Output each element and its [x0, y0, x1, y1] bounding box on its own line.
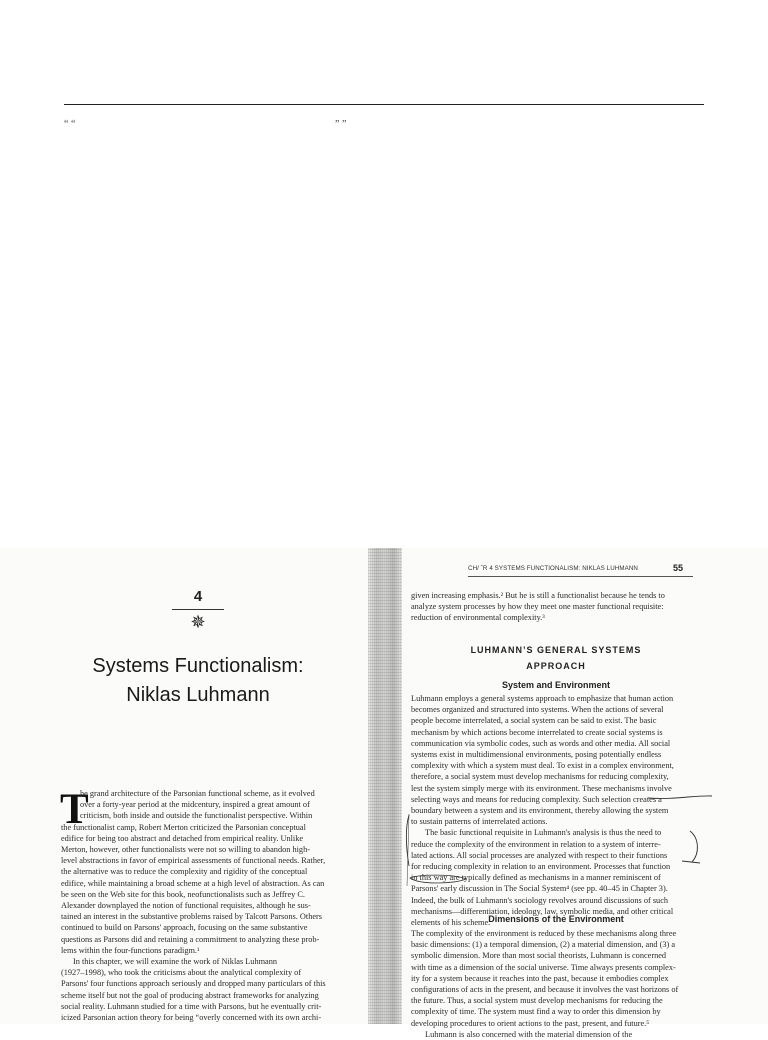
- body-line: complexity with which a system must deal. To exist in a complex environment,: [411, 761, 674, 771]
- body-line: becomes organized and structured into systems. When the actions of several: [411, 705, 664, 715]
- body-line: selecting ways and means for reducing complexity. Such selection creates a: [411, 794, 662, 804]
- body-line: In this chapter, we will examine the work of Niklas Luhmann: [73, 957, 278, 967]
- body-line: lated actions. All social processes are analyzed with respect to their functions: [411, 850, 668, 860]
- body-line: reduce the complexity of the environment in relation to a system of interre-: [411, 839, 661, 849]
- subsection-heading-dimensions: Dimensions of the Environment: [488, 914, 624, 924]
- body-line: be seen on the Web site for this book, neofunctionalists such as Jeffrey C.: [61, 889, 305, 899]
- body-line: for reducing complexity in relation to an environment. Processes that function: [411, 862, 671, 872]
- body-line: communication via symbolic codes, such as words and other media. All social: [411, 738, 671, 748]
- running-head: CH/ ˇR 4 SYSTEMS FUNCTIONALISM: NIKLAS LUHMANN: [468, 565, 638, 572]
- body-line: Luhmann employs a general systems approach to emphasize that human action: [411, 694, 674, 703]
- body-line: therefore, a social system must develop mechanisms for reducing complexity,: [411, 772, 669, 782]
- body-line: systems exist in multidimensional environments, posing potentially endless: [411, 750, 662, 760]
- body-line: basic dimensions: (1) a temporal dimension, (2) a material dimension, and (3) a: [411, 940, 676, 950]
- drop-cap: T: [60, 786, 89, 833]
- body-line: reduction of environmental complexity.³: [411, 613, 545, 623]
- body-line: boundary between a system and its environment, thereby allowing the system: [411, 806, 669, 816]
- body-line: developing procedures to orient actions to the past, present, and future.⁵: [411, 1018, 650, 1028]
- intro-paragraph: [411, 590, 701, 624]
- body-line: Alexander downplayed the notion of functional requisites, although he sus-: [61, 901, 311, 911]
- body-line: complexity of time. The system must find a way to order this dimension by: [411, 1007, 661, 1017]
- body-line: continued to build on Parsons' approach, focusing on the same substantive: [61, 923, 308, 933]
- left-quote-marks: “ “: [64, 119, 76, 130]
- body-line: questions as Parsons did and retaining a commitment to analyzing these prob-: [61, 934, 320, 944]
- chapter-title-line-1: Systems Functionalism:: [92, 655, 304, 677]
- pen-bracket-mark: [406, 815, 409, 866]
- body-line: over a forty-year period at the midcentury, inspired a great amount of: [80, 800, 310, 810]
- body-line: the future. Thus, a social system must develop mechanisms for reducing the: [411, 996, 663, 1006]
- pen-tick-mark: [407, 814, 409, 886]
- body-line: The basic functional requisite in Luhmann's analysis is thus the need to: [425, 828, 662, 838]
- body-line: to sustain patterns of interrelated actions.: [411, 817, 548, 827]
- page-number: 55: [673, 563, 684, 573]
- subsection-heading-system-environment: System and Environment: [501, 680, 611, 690]
- body-line: criticism, both inside and outside the functionalist perspective. Within: [80, 811, 313, 821]
- chapter-title-line-2: Niklas Luhmann: [126, 684, 270, 706]
- body-line: (1927–1998), who took the criticisms about the analytical complexity of: [61, 968, 302, 978]
- chapter-title: [70, 652, 326, 710]
- body-line: Parsons' four functions approach seriously and dropped many particulars of this: [61, 979, 326, 989]
- right-quote-marks: ” ”: [335, 119, 347, 130]
- body-line: The complexity of the environment is reduced by these mechanisms along three: [411, 929, 677, 938]
- body-line: mechanism by which actions become interrelated to create social systems is: [411, 727, 663, 737]
- body-line: social reality. Luhmann studied for a time with Parsons, but he eventually crit-: [61, 1001, 322, 1011]
- body-line: analyze system processes by how they meet one master functional requisite:: [411, 602, 664, 612]
- body-line: with time as a dimension of the social universe. Time always presents complex-: [411, 962, 676, 972]
- body-line: given increasing emphasis.² But he is still a functionalist because he tends to: [411, 591, 665, 600]
- body-line: Merton, however, other functionalists were not so willing to abandon high-: [61, 845, 310, 855]
- paragraph-dimensions: [411, 928, 701, 1040]
- body-line: icized Parsonian action theory for being “overly concerned with its own archi-: [61, 1013, 322, 1023]
- chapter-number-rule: [172, 609, 224, 610]
- body-line: scheme itself but not the goal of producing abstract frameworks for analyzing: [61, 990, 319, 1000]
- running-head-rule: [468, 576, 693, 577]
- body-line: the functionalist camp, Robert Merton criticized the Parsonian conceptual: [61, 822, 306, 832]
- section-heading-line-1: LUHMANN’S GENERAL SYSTEMS: [470, 645, 642, 655]
- section-heading-line-2: APPROACH: [526, 661, 586, 671]
- body-line: elements of his scheme.: [411, 918, 491, 928]
- body-line: edifice for being too abstract and detached from empirical reality. Unlike: [61, 833, 304, 843]
- body-line: Parsons' early discussion in The Social System⁴ (see pp. 40–45 in Chapter 3).: [411, 884, 668, 894]
- body-line: people become interrelated, a social system can be said to exist. The basic: [411, 716, 657, 726]
- body-line: the alternative was to reduce the complexity and rigidity of the conceptual: [61, 867, 308, 877]
- body-line: lems within the four-functions paradigm.¹: [61, 945, 200, 955]
- body-line: edifice, while maintaining a broad scheme at a high level of abstraction. As can: [61, 878, 325, 888]
- body-line: level abstractions in favor of empirical assessments of functional needs. Rather,: [61, 856, 326, 866]
- book-gutter: [368, 548, 402, 1024]
- left-page-body: [61, 788, 346, 1023]
- body-line: ity for a system because it reaches into the past, because it embodies complex: [411, 973, 669, 983]
- body-line: mechanisms—differentiation, ideology, law, symbolic media, and other critical: [411, 906, 674, 916]
- paragraph-system-environment: [411, 693, 701, 928]
- body-line: in this way are typically defined as mechanisms in a manner reminiscent of: [411, 873, 661, 883]
- body-line: Indeed, the bulk of Luhmann's sociology revolves around discussions of such: [411, 895, 669, 905]
- scanned-book-spread: [0, 548, 768, 1039]
- page-top-rule: [64, 104, 704, 105]
- body-line: he grand architecture of the Parsonian functional scheme, as it evolved: [80, 789, 315, 798]
- star-ornament-icon: ✵: [190, 612, 206, 632]
- body-line: configurations of acts in the present, and because it involves the vast horizons of: [411, 985, 679, 995]
- chapter-number: 4: [193, 588, 203, 605]
- body-line: Luhmann is also concerned with the material dimension of the: [425, 1029, 633, 1039]
- section-heading: [411, 642, 701, 674]
- body-line: symbolic dimension. More than most social theorists, Luhmann is concerned: [411, 951, 667, 961]
- body-line: tained an interest in the substantive problems raised by Talcott Parsons. Others: [61, 912, 323, 922]
- body-line: lest the system simply merge with its environment. These mechanisms involve: [411, 783, 672, 793]
